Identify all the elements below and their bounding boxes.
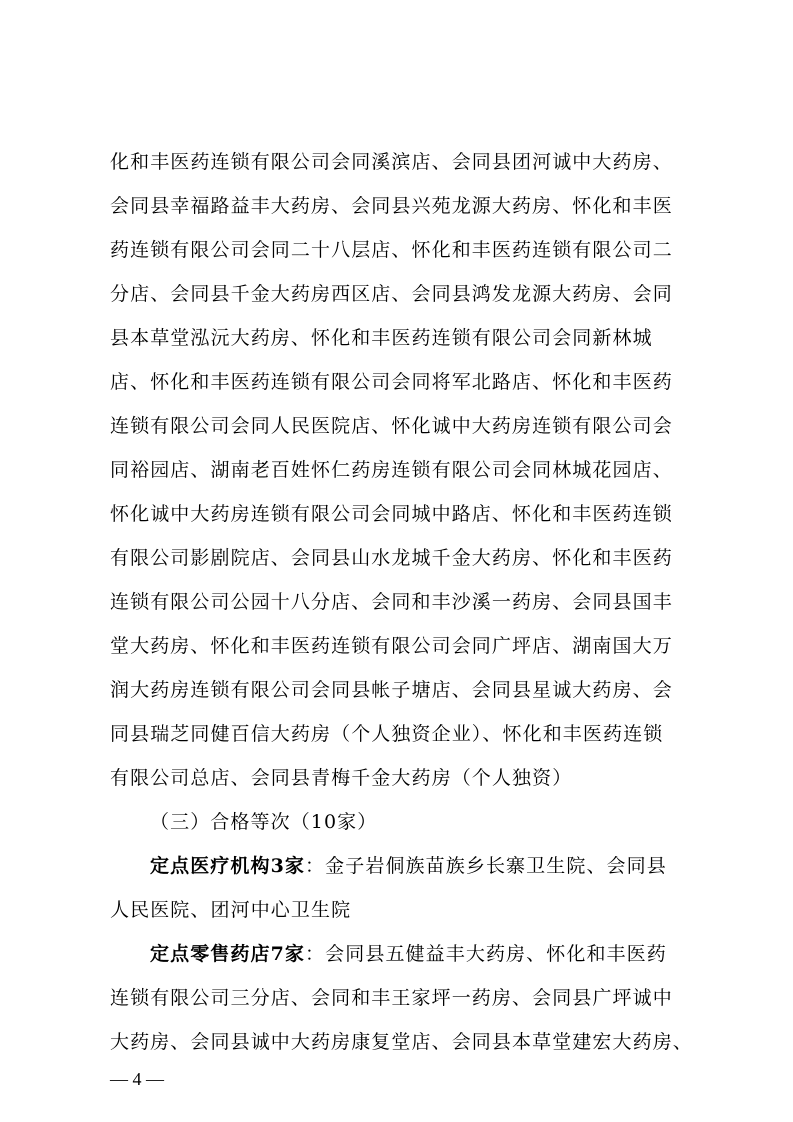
body-text-line: 分店、会同县千金大药房西区店、会同县鸿发龙源大药房、会同: [110, 283, 673, 305]
body-text-line: 药连锁有限公司会同二十八层店、怀化和丰医药连锁有限公司二: [110, 239, 673, 261]
body-text-line: 有限公司总店、会同县青梅千金大药房（个人独资）: [110, 767, 573, 789]
label-colon: ：: [305, 855, 326, 877]
body-text-line: 人民医院、团河中心卫生院: [110, 899, 352, 921]
retail-pharmacies-label: 定点零售药店7家: [150, 943, 306, 965]
retail-pharmacies-paragraph: [150, 942, 667, 966]
label-colon: ：: [305, 943, 326, 965]
body-text-line: 大药房、会同县诚中大药房康复堂店、会同县本草堂建宏大药房、: [110, 1031, 693, 1053]
body-text-line: 店、怀化和丰医药连锁有限公司会同将军北路店、怀化和丰医药: [110, 371, 673, 393]
body-text-line: 连锁有限公司公园十八分店、会同和丰沙溪一药房、会同县国丰: [110, 591, 673, 613]
section-heading: （三）合格等次（10家）: [150, 811, 378, 833]
body-text-line: 有限公司影剧院店、会同县山水龙城千金大药房、怀化和丰医药: [110, 547, 673, 569]
medical-institutions-paragraph: [150, 854, 667, 878]
body-text-line: 县本草堂泓沅大药房、怀化和丰医药连锁有限公司会同新林城: [110, 327, 653, 349]
page-number: — 4 —: [110, 1069, 164, 1089]
body-text-line: 同裕园店、湖南老百姓怀仁药房连锁有限公司会同林城花园店、: [110, 459, 673, 481]
body-text-line: 同县瑞芝同健百信大药房（个人独资企业）、怀化和丰医药连锁: [110, 723, 664, 745]
medical-institutions-label: 定点医疗机构3家: [150, 855, 306, 877]
retail-pharmacies-text: 会同县五健益丰大药房、怀化和丰医药: [325, 943, 667, 965]
medical-institutions-text: 金子岩侗族苗族乡长寨卫生院、会同县: [325, 855, 667, 877]
body-text-line: 怀化诚中大药房连锁有限公司会同城中路店、怀化和丰医药连锁: [110, 503, 673, 525]
body-text-line: 连锁有限公司三分店、会同和丰王家坪一药房、会同县广坪诚中: [110, 987, 673, 1009]
body-text-line: 堂大药房、怀化和丰医药连锁有限公司会同广坪店、湖南国大万: [110, 635, 673, 657]
body-text-line: 会同县幸福路益丰大药房、会同县兴苑龙源大药房、怀化和丰医: [110, 195, 673, 217]
body-text-line: 润大药房连锁有限公司会同县帐子塘店、会同县星诚大药房、会: [110, 679, 673, 701]
body-text-line: 连锁有限公司会同人民医院店、怀化诚中大药房连锁有限公司会: [110, 415, 673, 437]
body-text-line: 化和丰医药连锁有限公司会同溪滨店、会同县团河诚中大药房、: [110, 151, 673, 173]
